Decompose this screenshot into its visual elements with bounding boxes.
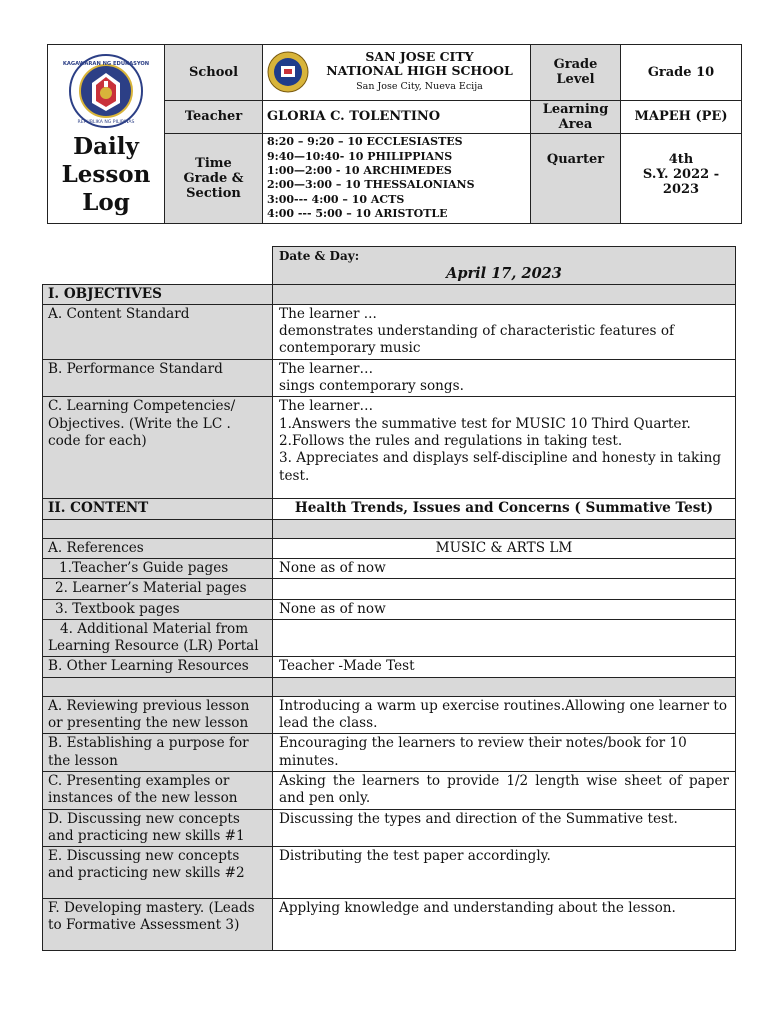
discussing-2-label: E. Discussing new concepts and practicing new skills #2 [43, 847, 273, 899]
purpose-label: B. Establishing a purpose for the lesson [43, 734, 273, 772]
other-resources-value: Teacher -Made Test [273, 657, 736, 677]
performance-standard-value: The learner… sings contemporary songs. [273, 359, 736, 397]
discussing-1-label: D. Discussing new concepts and practicing new skills #1 [43, 809, 273, 847]
school-cell [263, 45, 531, 101]
schedule-item: 2:00—3:00 – 10 THESSALONIANS [267, 178, 475, 192]
schedule-item: 9:40—10:40- 10 PHILIPPIANS [267, 149, 453, 163]
content-heading: II. CONTENT [43, 499, 273, 519]
teachers-guide-label: 1.Teacher’s Guide pages [43, 558, 273, 578]
learning-area-label: Learning Area [531, 100, 621, 133]
school-label: School [165, 45, 263, 101]
spacer-row [43, 677, 736, 696]
other-resources-label: B. Other Learning Resources [43, 657, 273, 677]
textbook-value: None as of now [273, 599, 736, 619]
table-row [43, 696, 736, 734]
competencies-value: The learner… 1.Answers the summative test for MUSIC 10 Third Quarter. 2.Follows the rules and regulations in taking test. 3. Appreciates and displays self-discipline and honesty in taking test. [273, 397, 736, 499]
title-cell [48, 45, 165, 224]
svg-text:REPUBLIKA NG PILIPINAS: REPUBLIKA NG PILIPINAS [77, 120, 135, 125]
date-cell [273, 247, 736, 285]
date-row [43, 247, 736, 285]
schedule-list [263, 133, 531, 223]
objectives-heading: I. OBJECTIVES [43, 284, 273, 304]
learners-material-label: 2. Learner’s Material pages [43, 579, 273, 599]
discussing-1-value: Discussing the types and direction of the Summative test. [273, 809, 736, 847]
content-standard-value: The learner ... demonstrates understanding of characteristic features of contemporary music [273, 304, 736, 359]
schedule-item: 3:00--- 4:00 – 10 ACTS [267, 192, 405, 206]
table-row [43, 558, 736, 578]
learning-area-value: MAPEH (PE) [621, 100, 742, 133]
table-row [43, 619, 736, 657]
school-address: San Jose City, Nueva Ecija [356, 81, 483, 93]
textbook-label: 3. Textbook pages [43, 599, 273, 619]
table-row [43, 397, 736, 499]
table-row [43, 899, 736, 951]
examples-label: C. Presenting examples or instances of the new lesson [43, 771, 273, 809]
deped-seal-icon [62, 53, 150, 129]
teacher-name: GLORIA C. TOLENTINO [263, 100, 531, 133]
table-row [43, 284, 736, 304]
teacher-label: Teacher [165, 100, 263, 133]
grade-level-label: Grade Level [531, 45, 621, 101]
table-row [43, 599, 736, 619]
lesson-log-table [42, 246, 736, 951]
school-logo-icon [267, 51, 309, 93]
mastery-value: Applying knowledge and understanding about the lesson. [273, 899, 736, 951]
school-name: SAN JOSE CITY NATIONAL HIGH SCHOOL San Jose City, Nueva Ecija [313, 50, 526, 94]
table-row [43, 538, 736, 558]
date-value: April 17, 2023 [446, 265, 562, 283]
references-label: A. References [43, 538, 273, 558]
competencies-label: C. Learning Competencies/ Objectives. (Write the LC . code for each) [43, 397, 273, 499]
content-value: Health Trends, Issues and Concerns ( Summative Test) [273, 499, 736, 519]
time-section-label: Time Grade & Section [165, 133, 263, 223]
date-label: Date & Day: [279, 249, 360, 263]
schedule-item: 4:00 --- 5:00 – 10 ARISTOTLE [267, 207, 448, 221]
schedule-item: 1:00—2:00 - 10 ARCHIMEDES [267, 163, 452, 177]
additional-material-value [273, 619, 736, 657]
table-row [43, 657, 736, 677]
teachers-guide-value: None as of now [273, 558, 736, 578]
examples-value: Asking the learners to provide 1/2 length wise sheet of paper and pen only. [273, 771, 736, 809]
reviewing-value: Introducing a warm up exercise routines.Allowing one learner to lead the class. [273, 696, 736, 734]
svg-text:KAGAWARAN NG EDUKASYON: KAGAWARAN NG EDUKASYON [62, 61, 150, 67]
spacer-row [43, 519, 736, 538]
references-value: MUSIC & ARTS LM [273, 538, 736, 558]
table-row [43, 359, 736, 397]
mastery-label: F. Developing mastery. (Leads to Formative Assessment 3) [43, 899, 273, 951]
schedule-item: 8:20 – 9:20 – 10 ECCLESIASTES [267, 135, 463, 149]
table-row [43, 304, 736, 359]
grade-level-value: Grade 10 [621, 45, 742, 101]
table-row [43, 579, 736, 599]
header-table [47, 44, 742, 224]
table-row [43, 771, 736, 809]
quarter-value: 4th S.Y. 2022 - 2023 [621, 133, 742, 223]
additional-material-label: 4. Additional Material from Learning Resource (LR) Portal [43, 619, 273, 657]
table-row [43, 847, 736, 899]
quarter-label: Quarter [531, 133, 621, 223]
table-row [43, 734, 736, 772]
discussing-2-value: Distributing the test paper accordingly. [273, 847, 736, 899]
table-row [43, 809, 736, 847]
content-standard-label: A. Content Standard [43, 304, 273, 359]
table-row [43, 499, 736, 519]
performance-standard-label: B. Performance Standard [43, 359, 273, 397]
purpose-value: Encouraging the learners to review their notes/book for 10 minutes. [273, 734, 736, 772]
learners-material-value [273, 579, 736, 599]
document-title: Daily Lesson Log [61, 133, 151, 216]
reviewing-label: A. Reviewing previous lesson or presenting the new lesson [43, 696, 273, 734]
